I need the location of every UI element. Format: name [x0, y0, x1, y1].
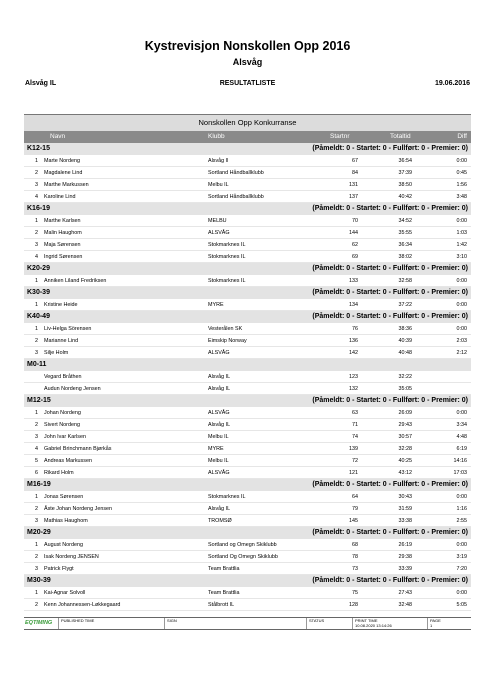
- category-header: [24, 287, 471, 299]
- category-name: M12-15: [27, 397, 51, 404]
- result-name: Malin Haughom: [44, 230, 82, 236]
- category-status: (Påmeldt: 0 - Startet: 0 - Fullført: 0 - Premier: 0): [312, 529, 468, 536]
- result-startnr: 64: [352, 494, 358, 500]
- result-diff: 1:56: [456, 182, 467, 188]
- result-row: [24, 599, 471, 611]
- result-diff: 2:12: [456, 350, 467, 356]
- column-header-name: Navn: [50, 133, 66, 140]
- result-time: 33:39: [398, 566, 412, 572]
- result-name: Andreas Markussen: [44, 458, 92, 464]
- result-row: [24, 299, 471, 311]
- result-time: 34:52: [398, 218, 412, 224]
- result-rank: 1: [35, 278, 38, 284]
- category-name: K16-19: [27, 205, 50, 212]
- result-diff: 0:00: [456, 590, 467, 596]
- category-name: K40-49: [27, 313, 50, 320]
- result-rank: 3: [35, 434, 38, 440]
- result-row: [24, 587, 471, 599]
- result-name: Johan Nordeng: [44, 410, 81, 416]
- result-time: 36:34: [398, 242, 412, 248]
- footer-divider: [164, 618, 165, 629]
- column-header-row: [24, 131, 471, 143]
- result-diff: 0:00: [456, 326, 467, 332]
- result-startnr: 67: [352, 158, 358, 164]
- result-row: [24, 467, 471, 479]
- category-header: [24, 311, 471, 323]
- footer-divider: [306, 618, 307, 629]
- result-diff: 14:16: [453, 458, 467, 464]
- result-row: [24, 155, 471, 167]
- eqtiming-logo: EQTIMING: [25, 620, 53, 626]
- result-row: [24, 239, 471, 251]
- result-name: Marianne Lind: [44, 338, 79, 344]
- result-row: [24, 419, 471, 431]
- result-row: [24, 431, 471, 443]
- result-club: Stålbrott IL: [208, 602, 235, 608]
- result-rank: 1: [35, 494, 38, 500]
- category-name: K30-39: [27, 289, 50, 296]
- result-row: [24, 167, 471, 179]
- result-row: [24, 491, 471, 503]
- result-row: [24, 455, 471, 467]
- result-name: Liv-Helga Sörensen: [44, 326, 92, 332]
- result-time: 40:48: [398, 350, 412, 356]
- result-time: 31:59: [398, 506, 412, 512]
- result-club: MYRE: [208, 446, 224, 452]
- print-time-label: PRINT TIME: [355, 618, 378, 623]
- result-club: Vesterålen SK: [208, 326, 243, 332]
- result-diff: 0:00: [456, 278, 467, 284]
- result-time: 37:22: [398, 302, 412, 308]
- result-time: 29:43: [398, 422, 412, 428]
- result-time: 35:05: [398, 386, 412, 392]
- category-header: [24, 203, 471, 215]
- result-startnr: 123: [349, 374, 358, 380]
- result-time: 29:38: [398, 554, 412, 560]
- result-time: 40:42: [398, 194, 412, 200]
- result-time: 32:28: [398, 446, 412, 452]
- result-startnr: 136: [349, 338, 358, 344]
- category-name: M30-39: [27, 577, 51, 584]
- result-diff: 0:00: [456, 158, 467, 164]
- result-startnr: 139: [349, 446, 358, 452]
- result-startnr: 69: [352, 254, 358, 260]
- result-name: Marthe Markussen: [44, 182, 89, 188]
- category-name: M20-29: [27, 529, 51, 536]
- result-club: Sortland Håndballklubb: [208, 194, 264, 200]
- result-startnr: 75: [352, 590, 358, 596]
- result-diff: 0:00: [456, 494, 467, 500]
- result-club: Team Brattlia: [208, 590, 240, 596]
- result-rank: 2: [35, 422, 38, 428]
- result-row: [24, 335, 471, 347]
- result-diff: 5:05: [456, 602, 467, 608]
- result-name: Silje Holm: [44, 350, 69, 356]
- result-club: ALSVÅG: [208, 470, 230, 476]
- result-time: 26:09: [398, 410, 412, 416]
- results-table: [24, 114, 471, 611]
- result-row: [24, 515, 471, 527]
- result-club: Alsvåg IL: [208, 506, 231, 512]
- result-club: Alsvåg IL: [208, 374, 231, 380]
- category-name: M16-19: [27, 481, 51, 488]
- result-row: [24, 251, 471, 263]
- footer-divider: [352, 618, 353, 629]
- category-name: K20-29: [27, 265, 50, 272]
- result-rank: 2: [35, 170, 38, 176]
- result-name: Jonas Sørensen: [44, 494, 84, 500]
- result-startnr: 121: [349, 470, 358, 476]
- result-name: Sivert Nordeng: [44, 422, 80, 428]
- result-rank: 1: [35, 590, 38, 596]
- result-row: [24, 551, 471, 563]
- result-diff: 0:00: [456, 410, 467, 416]
- result-rank: 3: [35, 242, 38, 248]
- result-club: Alsvåg IL: [208, 422, 231, 428]
- result-startnr: 132: [349, 386, 358, 392]
- event-date: 19.06.2016: [434, 80, 470, 87]
- result-row: [24, 563, 471, 575]
- result-rank: 4: [35, 254, 38, 260]
- result-startnr: 131: [349, 182, 358, 188]
- result-row: [24, 179, 471, 191]
- result-name: John Ivar Karlsen: [44, 434, 86, 440]
- result-time: 33:38: [398, 518, 412, 524]
- category-status: (Påmeldt: 0 - Startet: 0 - Fullført: 0 - Premier: 0): [312, 577, 468, 584]
- result-club: MELBU: [208, 218, 227, 224]
- result-diff: 7:20: [456, 566, 467, 572]
- result-time: 26:19: [398, 542, 412, 548]
- result-rank: 2: [35, 506, 38, 512]
- result-startnr: 62: [352, 242, 358, 248]
- result-club: TROMSØ: [208, 518, 232, 524]
- result-name: Kai-Agnar Solvoll: [44, 590, 86, 596]
- result-row: [24, 383, 471, 395]
- result-rank: 1: [35, 218, 38, 224]
- result-time: 38:50: [398, 182, 412, 188]
- result-club: Sortland Og Omegn Skiklubb: [208, 554, 278, 560]
- result-time: 37:39: [398, 170, 412, 176]
- result-row: [24, 191, 471, 203]
- result-startnr: 79: [352, 506, 358, 512]
- page-label: PAGE: [430, 618, 441, 623]
- result-row: [24, 275, 471, 287]
- result-diff: 17:03: [453, 470, 467, 476]
- result-rank: 3: [35, 350, 38, 356]
- result-rank: 2: [35, 338, 38, 344]
- print-time-value: 10.08.2020 13:14:26: [355, 622, 392, 628]
- result-startnr: 137: [349, 194, 358, 200]
- result-time: 36:54: [398, 158, 412, 164]
- list-type-label: RESULTATLISTE: [219, 80, 276, 87]
- result-time: 35:55: [398, 230, 412, 236]
- result-diff: 6:19: [456, 446, 467, 452]
- category-status: (Påmeldt: 0 - Startet: 0 - Fullført: 0 - Premier: 0): [312, 481, 468, 488]
- result-club: Stokmarknes IL: [208, 242, 246, 248]
- result-name: Audun Nordeng Jensen: [44, 386, 101, 392]
- result-name: Marthe Karlsen: [44, 218, 81, 224]
- result-startnr: 68: [352, 542, 358, 548]
- result-name: Anniken Liland Fredriksen: [44, 278, 107, 284]
- result-row: [24, 227, 471, 239]
- organizer-label: Alsvåg IL: [25, 80, 57, 87]
- result-row: [24, 503, 471, 515]
- result-startnr: 74: [352, 434, 358, 440]
- result-club: Alsvåg IL: [208, 386, 231, 392]
- category-status: (Påmeldt: 0 - Startet: 0 - Fullført: 0 - Premier: 0): [312, 289, 468, 296]
- document-subtitle: Alsvåg: [232, 57, 263, 67]
- result-diff: 3:48: [456, 194, 467, 200]
- result-time: 40:39: [398, 338, 412, 344]
- result-time: 43:12: [398, 470, 412, 476]
- result-time: 30:57: [398, 434, 412, 440]
- result-rank: 4: [35, 446, 38, 452]
- result-startnr: 84: [352, 170, 358, 176]
- result-name: Gabriel Brinchmann Bjørkås: [44, 446, 112, 452]
- category-status: (Påmeldt: 0 - Startet: 0 - Fullført: 0 - Premier: 0): [312, 313, 468, 320]
- result-diff: 3:19: [456, 554, 467, 560]
- document-title: Kystrevisjon Nonskollen Opp 2016: [144, 39, 351, 53]
- result-club: Team Brattlia: [208, 566, 240, 572]
- result-name: Rikard Holm: [44, 470, 74, 476]
- result-rank: 3: [35, 518, 38, 524]
- result-diff: 0:00: [456, 542, 467, 548]
- category-header: [24, 395, 471, 407]
- result-club: Stokmarknes IL: [208, 494, 246, 500]
- result-name: Karoline Lind: [44, 194, 76, 200]
- category-name: M0-11: [27, 361, 47, 368]
- published-time-label: PUBLISHED TIME: [61, 618, 95, 623]
- result-rank: 2: [35, 602, 38, 608]
- result-club: Stokmarknes IL: [208, 254, 246, 260]
- result-row: [24, 371, 471, 383]
- category-status: (Påmeldt: 0 - Startet: 0 - Fullført: 0 - Premier: 0): [312, 265, 468, 272]
- result-row: [24, 215, 471, 227]
- race-name: Nonskollen Opp Konkurranse: [24, 114, 471, 131]
- result-club: Melbu IL: [208, 182, 229, 188]
- result-name: Kristine Heide: [44, 302, 78, 308]
- result-startnr: 133: [349, 278, 358, 284]
- result-row: [24, 407, 471, 419]
- result-row: [24, 443, 471, 455]
- result-club: Melbu IL: [208, 458, 229, 464]
- category-header: [24, 143, 471, 155]
- result-diff: 1:42: [456, 242, 467, 248]
- result-club: Stokmarknes IL: [208, 278, 246, 284]
- result-time: 38:36: [398, 326, 412, 332]
- sign-label: SIGN: [167, 618, 177, 623]
- result-startnr: 134: [349, 302, 358, 308]
- result-name: Isak Nordeng JENSEN: [44, 554, 99, 560]
- result-name: Vegard Bråthen: [44, 374, 82, 380]
- category-header: [24, 527, 471, 539]
- category-status: (Påmeldt: 0 - Startet: 0 - Fullført: 0 - Premier: 0): [312, 145, 468, 152]
- result-diff: 4:48: [456, 434, 467, 440]
- result-diff: 3:10: [456, 254, 467, 260]
- result-rank: 3: [35, 566, 38, 572]
- result-diff: 3:34: [456, 422, 467, 428]
- result-name: Åste Johan Nordeng Jensen: [44, 506, 113, 512]
- footer-divider: [427, 618, 428, 629]
- result-startnr: 142: [349, 350, 358, 356]
- result-club: Melbu IL: [208, 434, 229, 440]
- result-club: MYRE: [208, 302, 224, 308]
- result-rank: 1: [35, 158, 38, 164]
- category-list: [24, 143, 471, 611]
- result-rank: 2: [35, 230, 38, 236]
- result-club: Alsvåg Il: [208, 158, 229, 164]
- result-rank: 1: [35, 326, 38, 332]
- status-label: STATUS: [309, 618, 325, 623]
- column-header-club: Klubb: [208, 133, 225, 140]
- result-club: Eimskip Norway: [208, 338, 247, 344]
- category-header: [24, 575, 471, 587]
- result-rank: 5: [35, 458, 38, 464]
- result-time: 32:22: [398, 374, 412, 380]
- result-startnr: 78: [352, 554, 358, 560]
- result-rank: 1: [35, 410, 38, 416]
- result-diff: 0:00: [456, 218, 467, 224]
- result-startnr: 73: [352, 566, 358, 572]
- result-diff: 1:16: [456, 506, 467, 512]
- result-club: Sortland og Omegn Skiklubb: [208, 542, 277, 548]
- result-name: Patrick Flygt: [44, 566, 74, 572]
- result-startnr: 145: [349, 518, 358, 524]
- result-startnr: 63: [352, 410, 358, 416]
- result-diff: 2:03: [456, 338, 467, 344]
- result-startnr: 70: [352, 218, 358, 224]
- result-club: ALSVÅG: [208, 410, 230, 416]
- category-name: K12-15: [27, 145, 50, 152]
- category-header: [24, 263, 471, 275]
- result-row: [24, 323, 471, 335]
- result-rank: 1: [35, 302, 38, 308]
- result-rank: 2: [35, 554, 38, 560]
- result-name: August Nordeng: [44, 542, 83, 548]
- category-status: (Påmeldt: 0 - Startet: 0 - Fullført: 0 - Premier: 0): [312, 397, 468, 404]
- page-number: 1: [430, 622, 433, 628]
- result-name: Ingrid Sørensen: [44, 254, 83, 260]
- column-header-startnr: Startnr: [330, 133, 350, 140]
- result-startnr: 72: [352, 458, 358, 464]
- category-header: [24, 359, 471, 371]
- result-time: 38:02: [398, 254, 412, 260]
- category-status: (Påmeldt: 0 - Startet: 0 - Fullført: 0 - Premier: 0): [312, 205, 468, 212]
- column-header-diff: Diff: [457, 133, 467, 140]
- result-diff: 0:00: [456, 302, 467, 308]
- result-startnr: 71: [352, 422, 358, 428]
- column-header-totaltid: Totaltid: [390, 133, 411, 140]
- result-name: Marte Nordeng: [44, 158, 80, 164]
- result-diff: 0:45: [456, 170, 467, 176]
- result-name: Maja Sørensen: [44, 242, 81, 248]
- footer-divider: [58, 618, 59, 629]
- result-name: Kenn Johannessen-Løkkegaard: [44, 602, 121, 608]
- result-name: Magdalene Lind: [44, 170, 83, 176]
- result-diff: 1:03: [456, 230, 467, 236]
- result-rank: 4: [35, 194, 38, 200]
- result-time: 27:43: [398, 590, 412, 596]
- result-startnr: 76: [352, 326, 358, 332]
- result-name: Mathias Haughom: [44, 518, 88, 524]
- result-club: Sortland Håndballklubb: [208, 170, 264, 176]
- result-time: 32:48: [398, 602, 412, 608]
- result-startnr: 144: [349, 230, 358, 236]
- result-row: [24, 539, 471, 551]
- result-time: 40:25: [398, 458, 412, 464]
- result-row: [24, 347, 471, 359]
- result-startnr: 128: [349, 602, 358, 608]
- result-club: ALSVÅG: [208, 350, 230, 356]
- category-header: [24, 479, 471, 491]
- page-footer: [24, 617, 471, 630]
- result-time: 32:58: [398, 278, 412, 284]
- result-time: 30:43: [398, 494, 412, 500]
- result-rank: 3: [35, 182, 38, 188]
- result-diff: 2:55: [456, 518, 467, 524]
- result-rank: 1: [35, 542, 38, 548]
- result-club: ALSVÅG: [208, 230, 230, 236]
- result-rank: 6: [35, 470, 38, 476]
